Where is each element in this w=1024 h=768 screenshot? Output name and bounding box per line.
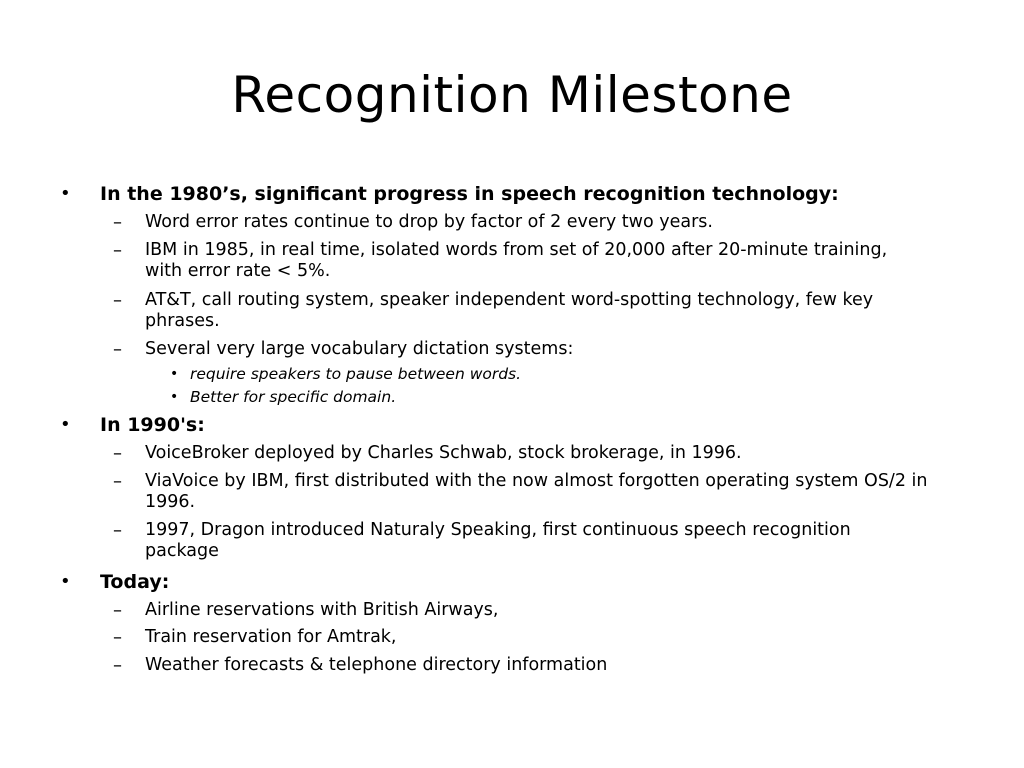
section-heading: Today: — [100, 571, 170, 593]
list-item: Train reservation for Amtrak, — [145, 627, 397, 647]
dash-icon: – — [113, 290, 122, 311]
sub-list-item: Better for specific domain. — [190, 388, 397, 406]
list-item: VoiceBroker deployed by Charles Schwab, stock brokerage, in 1996. — [145, 443, 742, 463]
dash-icon: – — [113, 212, 122, 233]
slide-title: Recognition Milestone — [231, 66, 793, 124]
dash-icon: – — [113, 339, 122, 360]
bullet-icon: • — [60, 414, 71, 435]
section-heading: In the 1980’s, significant progress in speech recognition technology: — [100, 183, 839, 205]
dash-icon: – — [113, 600, 122, 621]
dash-icon: – — [113, 471, 122, 492]
list-item: 1997, Dragon introduced Naturaly Speaking, first continuous speech recognition package — [145, 520, 851, 561]
section-heading: In 1990's: — [100, 414, 205, 436]
sub-list-item: require speakers to pause between words. — [190, 365, 522, 383]
dash-icon: – — [113, 627, 122, 648]
dash-icon: – — [113, 443, 122, 464]
bullet-icon: • — [60, 571, 71, 592]
list-item: Word error rates continue to drop by factor of 2 every two years. — [145, 212, 713, 232]
list-item: ViaVoice by IBM, first distributed with the now almost forgotten operating system OS/2 in 1996. — [145, 471, 928, 512]
list-item: Airline reservations with British Airways, — [145, 600, 499, 620]
dash-icon: – — [113, 520, 122, 541]
sub-bullet-icon: • — [170, 366, 179, 382]
list-item: Weather forecasts & telephone directory information — [145, 655, 608, 675]
dash-icon: – — [113, 655, 122, 676]
sub-bullet-icon: • — [170, 389, 179, 405]
list-item: Several very large vocabulary dictation systems: — [145, 339, 574, 359]
dash-icon: – — [113, 240, 122, 261]
bullet-icon: • — [60, 183, 71, 204]
list-item: IBM in 1985, in real time, isolated words from set of 20,000 after 20-minute training, with error rate < 5%. — [145, 240, 888, 281]
list-item: AT&T, call routing system, speaker independent word-spotting technology, few key phrases. — [145, 290, 874, 331]
